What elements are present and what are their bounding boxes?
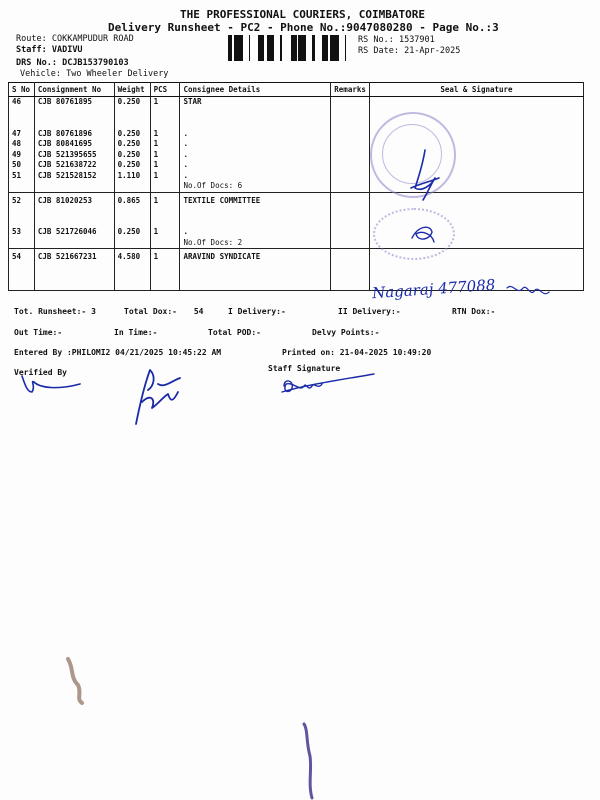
route-label: Route: [16,34,47,44]
cell-weight: 0.250 [114,227,150,238]
cell-sno: 53 [9,227,35,238]
rs-no-line [358,35,435,45]
table-row [9,150,584,161]
cell-consignee: . [180,227,331,238]
cell-pcs: 1 [150,249,180,291]
cell-weight: 0.250 [114,97,150,108]
cell-docs-count: No.Of Docs: 2 [180,238,331,249]
cell-remarks [331,227,370,238]
cell-sno [9,238,35,249]
cell-consignment: CJB 521667231 [34,249,114,291]
cell-consignment: CJB 81020253 [34,192,114,206]
entered-by: Entered By :PHILOMI2 04/21/2025 10:45:22 AM [14,348,222,357]
approver-signature [128,364,188,430]
rs-date-label: RS Date: [358,46,399,56]
cell-consignment [34,217,114,228]
staff-signature-label: Staff Signature [268,364,341,373]
table-header-row [9,83,584,97]
cell-sno [9,108,35,119]
cell-remarks [331,171,370,182]
runsheet-table [8,82,584,291]
table-row [9,108,584,119]
cell-sno: 47 [9,129,35,140]
col-header-remarks: Remarks [331,83,370,97]
barcode [228,35,352,61]
cell-remarks [331,206,370,217]
drs-line [16,58,129,68]
cell-pcs: 1 [150,227,180,238]
cell-pcs: 1 [150,160,180,171]
cell-pcs: 1 [150,97,180,108]
cell-remarks [331,249,370,291]
cell-sno: 54 [9,249,35,291]
drs-label: DRS No.: [16,58,57,68]
cell-consignment: CJB 521638722 [34,160,114,171]
cell-consignment [34,118,114,129]
cell-consignee: STAR [180,97,331,108]
table-row [9,139,584,150]
cell-consignment [34,108,114,119]
cell-weight: 0.865 [114,192,150,206]
table-row [9,217,584,228]
cell-consignee: . [180,139,331,150]
cell-consignee: ARAVIND SYNDICATE [180,249,331,291]
cell-pcs: 1 [150,192,180,206]
cell-remarks [331,238,370,249]
cell-pcs: 1 [150,171,180,182]
rs-date-value: 21-Apr-2025 [404,46,461,56]
cell-remarks [331,160,370,171]
rtn-dox: RTN Dox:- [452,307,496,316]
cell-seal [369,97,583,108]
cell-weight [114,217,150,228]
company-title: THE PROFESSIONAL COURIERS, COIMBATORE [180,8,426,21]
cell-weight [114,108,150,119]
cell-consignment [34,238,114,249]
cell-remarks [331,181,370,192]
cell-consignee: . [180,129,331,140]
delvy-points: Delvy Points:- [312,328,380,337]
cell-pcs [150,108,180,119]
rs-no-value: 1537901 [398,35,435,45]
staff-label: Staff: [16,45,47,55]
cell-sno: 51 [9,171,35,182]
cell-pcs [150,238,180,249]
table-row [9,129,584,140]
out-time: Out Time:- [14,328,63,337]
cell-remarks [331,97,370,108]
seal-signature-2 [408,220,438,248]
cell-weight [114,238,150,249]
cell-remarks [331,129,370,140]
runsheet-subtitle: Delivery Runsheet - PC2 - Phone No.:9047080280 - Page No.:3 [108,21,499,34]
cell-consignee [180,108,331,119]
cell-sno [9,206,35,217]
cell-consignee [180,217,331,228]
total-dox-label: Total Dox:- [124,307,177,316]
cell-sno [9,181,35,192]
rs-date-line [358,46,460,56]
table-row [9,181,584,192]
cell-pcs: 1 [150,150,180,161]
cell-consignee: . [180,150,331,161]
cell-pcs: 1 [150,139,180,150]
seal-signature-1 [405,148,445,203]
staff-value: VADIVU [51,45,83,55]
cell-consignee [180,118,331,129]
total-dox-value: 54 [193,307,204,316]
cell-weight: 4.580 [114,249,150,291]
cell-remarks [331,217,370,228]
table-row [9,160,584,171]
handwritten-scribble [505,280,555,302]
cell-sno: 46 [9,97,35,108]
table-row [9,227,584,238]
cell-pcs [150,181,180,192]
vehicle-label: Vehicle: [20,69,61,79]
table-row [9,249,584,291]
table-row [9,206,584,217]
cell-sno: 48 [9,139,35,150]
scan-ink-mark [298,722,318,800]
staff-signature [280,372,376,398]
cell-pcs [150,206,180,217]
in-time: In Time:- [114,328,158,337]
cell-sno: 52 [9,192,35,206]
cell-remarks [331,192,370,206]
cell-consignment: CJB 521726046 [34,227,114,238]
cell-pcs [150,118,180,129]
col-header-sno: S No [9,83,35,97]
cell-weight [114,181,150,192]
cell-weight: 0.250 [114,139,150,150]
col-header-consignee: Consignee Details [180,83,331,97]
cell-weight [114,206,150,217]
table-row [9,192,584,206]
cell-docs-count: No.Of Docs: 6 [180,181,331,192]
cell-sno [9,217,35,228]
cell-weight: 0.250 [114,129,150,140]
drs-value: DCJB153790103 [62,58,129,68]
table-row [9,118,584,129]
cell-consignment: CJB 521395655 [34,150,114,161]
scan-smudge [60,655,90,705]
cell-weight: 0.250 [114,150,150,161]
cell-pcs [150,217,180,228]
handwritten-note: Nagaraj 477088 [371,275,496,303]
cell-consignment: CJB 80761896 [34,129,114,140]
col-header-consignment: Consignment No [34,83,114,97]
staff-line [16,45,83,55]
cell-consignee: TEXTILE COMMITTEE [180,192,331,206]
cell-consignment: CJB 80841695 [34,139,114,150]
cell-remarks [331,150,370,161]
cell-weight [114,118,150,129]
table-row [9,238,584,249]
rs-no-label: RS No.: [358,35,394,45]
cell-sno: 49 [9,150,35,161]
verified-signature [18,372,88,398]
printed-on: Printed on: 21-04-2025 10:49:20 [282,348,432,357]
ii-delivery: II Delivery:- [338,307,401,316]
cell-consignment [34,181,114,192]
cell-pcs: 1 [150,129,180,140]
total-dox [124,307,203,316]
cell-remarks [331,108,370,119]
col-header-weight: Weight [114,83,150,97]
cell-consignee: . [180,160,331,171]
cell-consignment [34,206,114,217]
total-pod: Total POD:- [208,328,261,337]
route-line [16,34,134,44]
col-header-seal: Seal & Signature [369,83,583,97]
cell-consignee: . [180,171,331,182]
vehicle-line [20,69,168,79]
table-row [9,97,584,108]
cell-weight: 1.110 [114,171,150,182]
route-value: COKKAMPUDUR ROAD [51,34,134,44]
tot-runsheet: Tot. Runsheet:- 3 [14,307,96,316]
cell-consignment: CJB 80761895 [34,97,114,108]
cell-weight: 0.250 [114,160,150,171]
col-header-pcs: PCS [150,83,180,97]
cell-remarks [331,118,370,129]
cell-sno [9,118,35,129]
cell-consignee [180,206,331,217]
cell-sno: 50 [9,160,35,171]
cell-consignment: CJB 521528152 [34,171,114,182]
vehicle-value: Two Wheeler Delivery [66,69,169,79]
table-row [9,171,584,182]
cell-remarks [331,139,370,150]
verified-by-label: Verified By [14,368,67,377]
i-delivery: I Delivery:- [228,307,286,316]
